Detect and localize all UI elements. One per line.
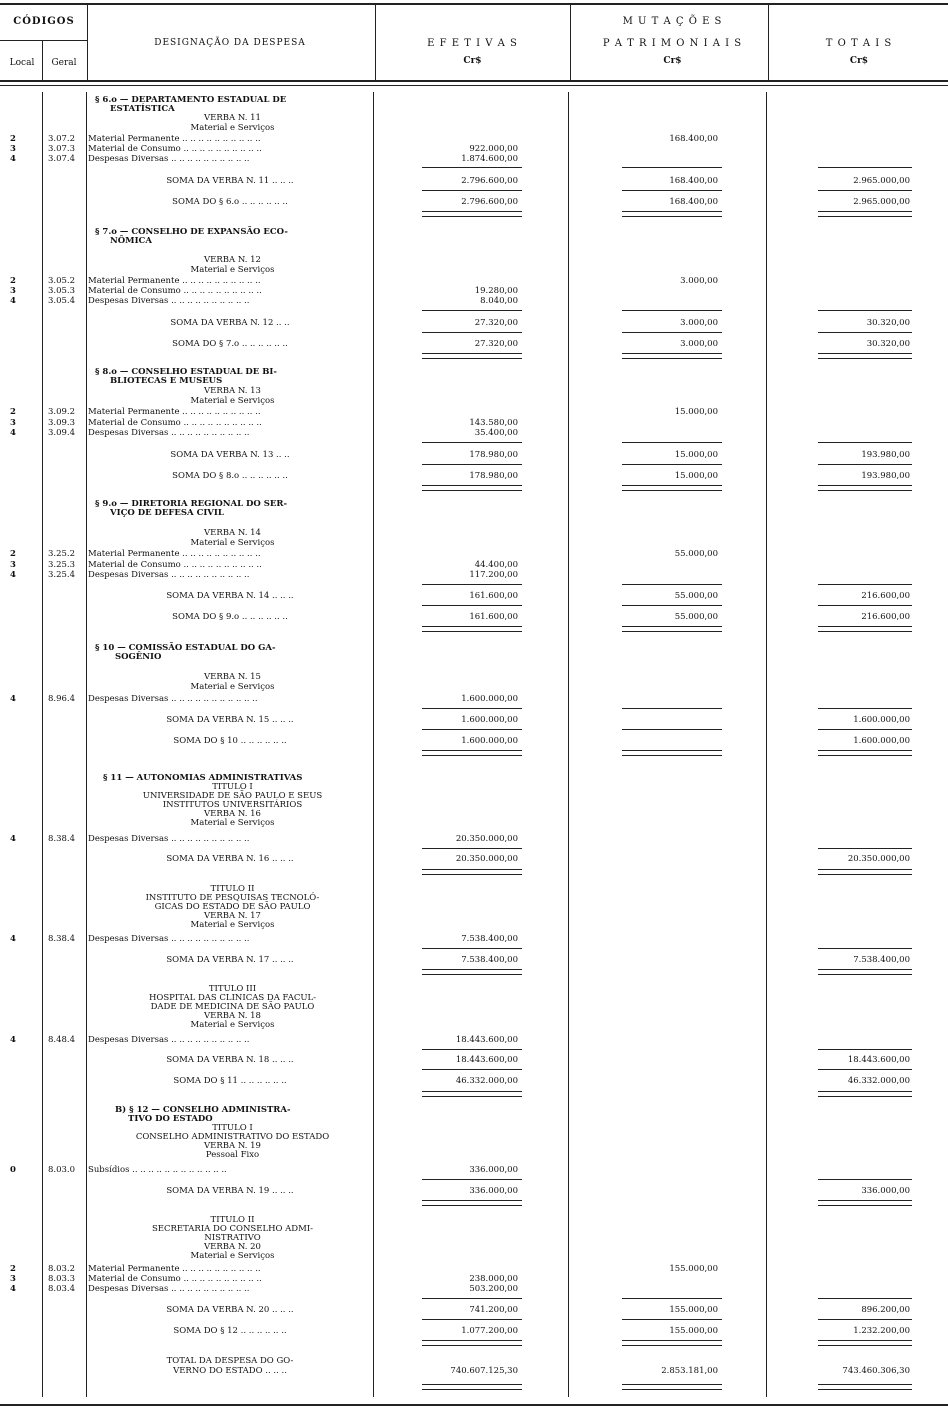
soma-mutacoes: 3.000,00 <box>680 339 718 349</box>
subtotal-rule <box>818 332 912 333</box>
verba-subheading: Material e Serviços <box>190 123 275 133</box>
header-totais: T O T A I S <box>825 38 893 49</box>
soma-label: SOMA DA VERBA N. 12 .. .. <box>170 318 290 328</box>
double-rule <box>622 353 722 359</box>
subtotal-rule <box>818 605 912 606</box>
header-mutacoes-2: P A T R I M O N I A I S <box>602 38 743 49</box>
expense-description: Despesas Diversas .. .. .. .. .. .. .. .. .. .. <box>88 834 250 844</box>
titulo-name: INSTITUTOS UNIVERSITÁRIOS <box>162 800 303 810</box>
double-rule <box>818 626 912 632</box>
subtotal-rule <box>818 848 912 849</box>
code-geral: 8.03.3 <box>48 1274 76 1284</box>
section-title-line: TIVO DO ESTADO <box>128 1114 213 1124</box>
expense-description: Material de Consumo .. .. .. .. .. .. .. .. .. .. <box>88 560 262 570</box>
soma-label: SOMA DA VERBA N. 13 .. .. <box>170 450 290 460</box>
soma-label: SOMA DA VERBA N. 15 .. .. .. <box>166 715 294 725</box>
subtotal-rule <box>422 605 522 606</box>
double-rule <box>818 1091 912 1097</box>
expense-description: Material de Consumo .. .. .. .. .. .. .. .. .. .. <box>88 418 262 428</box>
soma-label: SOMA DA VERBA N. 14 .. .. .. <box>166 591 294 601</box>
soma-efetivas: 20.350.000,00 <box>455 854 518 864</box>
verba-heading: VERBA N. 19 <box>204 1141 261 1151</box>
subtotal-rule <box>622 190 722 191</box>
soma-efetivas: 2.796.600,00 <box>461 197 518 207</box>
code-geral: 3.05.3 <box>48 286 76 296</box>
code-geral: 8.38.4 <box>48 934 76 944</box>
code-geral: 8.38.4 <box>48 834 76 844</box>
code-geral: 3.07.4 <box>48 154 76 164</box>
expense-description: Subsídios .. .. .. .. .. .. .. .. .. .. .. .. <box>88 1165 227 1175</box>
soma-totais: 18.443.600,00 <box>847 1055 910 1065</box>
subtotal-rule <box>622 584 722 585</box>
soma-efetivas: 2.796.600,00 <box>461 176 518 186</box>
expense-description: Material Permanente .. .. .. .. .. .. .. .. .. .. <box>88 134 261 144</box>
subtotal-rule <box>818 1069 912 1070</box>
header-mutacoes-currency: Cr$ <box>663 56 682 66</box>
subtotal-rule <box>422 464 522 465</box>
soma-mutacoes: 15.000,00 <box>674 471 718 481</box>
body-rule-local <box>42 92 43 1397</box>
col-rule-local <box>42 40 43 82</box>
body-rule-efetivas <box>568 92 569 1397</box>
code-local: 4 <box>10 428 16 438</box>
verba-subheading: Material e Serviços <box>190 1020 275 1030</box>
soma-totais: 2.965.000,00 <box>853 176 910 186</box>
subtotal-rule <box>422 708 522 709</box>
code-geral: 8.03.0 <box>48 1165 76 1175</box>
soma-efetivas: 27.320,00 <box>474 318 518 328</box>
soma-totais: 20.350.000,00 <box>847 854 910 864</box>
soma-label: SOMA DO § 12 .. .. .. .. .. .. <box>173 1326 287 1336</box>
section-title-line: § 10 — COMISSÃO ESTADUAL DO GA- <box>95 643 276 653</box>
section-title-line: VIÇO DE DEFESA CIVIL <box>110 508 224 518</box>
soma-mutacoes: 155.000,00 <box>669 1305 718 1315</box>
code-geral: 3.25.4 <box>48 570 76 580</box>
value-efetivas: 238.000,00 <box>469 1274 518 1284</box>
subtotal-rule <box>818 190 912 191</box>
soma-label: SOMA DA VERBA N. 17 .. .. .. <box>166 955 294 965</box>
subtotal-rule <box>422 190 522 191</box>
soma-mutacoes: 155.000,00 <box>669 1326 718 1336</box>
soma-totais: 216.600,00 <box>861 591 910 601</box>
subtotal-rule <box>422 442 522 443</box>
soma-mutacoes: 168.400,00 <box>669 197 718 207</box>
subtotal-rule <box>422 1179 522 1180</box>
value-efetivas: 7.538.400,00 <box>461 934 518 944</box>
double-rule <box>422 626 522 632</box>
total-totais: 743.460.306,30 <box>842 1366 910 1376</box>
total-mutacoes: 2.853.181,00 <box>661 1366 718 1376</box>
soma-efetivas: 1.600.000,00 <box>461 715 518 725</box>
header-bottom-rule-2 <box>0 85 948 86</box>
value-efetivas: 143.580,00 <box>469 418 518 428</box>
soma-totais: 336.000,00 <box>861 1186 910 1196</box>
code-local: 0 <box>10 1165 16 1175</box>
soma-totais: 1.600.000,00 <box>853 736 910 746</box>
titulo-name: SECRETARIA DO CONSELHO ADMI- <box>151 1224 314 1234</box>
double-rule <box>622 1384 722 1390</box>
code-local: 2 <box>10 549 16 559</box>
code-local: 4 <box>10 1035 16 1045</box>
value-efetivas: 1.600.000,00 <box>461 694 518 704</box>
value-efetivas: 336.000,00 <box>469 1165 518 1175</box>
section-title-line: BLIOTECAS E MUSEUS <box>110 376 223 386</box>
expense-description: Material de Consumo .. .. .. .. .. .. .. .. .. .. <box>88 144 262 154</box>
code-geral: 3.07.2 <box>48 134 76 144</box>
verba-heading: VERBA N. 18 <box>204 1011 261 1021</box>
titulo-heading: TITULO III <box>208 984 257 994</box>
expense-description: Despesas Diversas .. .. .. .. .. .. .. .. .. .. <box>88 1284 250 1294</box>
subtotal-rule <box>622 1319 722 1320</box>
soma-mutacoes: 3.000,00 <box>680 318 718 328</box>
soma-label: SOMA DA VERBA N. 20 .. .. .. <box>166 1305 294 1315</box>
expense-description: Material de Consumo .. .. .. .. .. .. .. .. .. .. <box>88 1274 262 1284</box>
verba-subheading: Pessoal Fixo <box>205 1150 260 1160</box>
value-mutacoes: 155.000,00 <box>669 1264 718 1274</box>
soma-label: SOMA DO § 9.o .. .. .. .. .. .. <box>172 612 288 622</box>
code-local: 2 <box>10 1264 16 1274</box>
subtotal-rule <box>422 1069 522 1070</box>
subtotal-rule <box>422 1319 522 1320</box>
subtotal-rule <box>818 442 912 443</box>
soma-totais: 896.200,00 <box>861 1305 910 1315</box>
double-rule <box>818 1340 912 1346</box>
value-efetivas: 20.350.000,00 <box>455 834 518 844</box>
double-rule <box>622 750 722 756</box>
subtotal-rule <box>818 1049 912 1050</box>
header-codigos-rule <box>0 40 88 41</box>
value-efetivas: 35.400,00 <box>474 428 518 438</box>
soma-totais: 216.600,00 <box>861 612 910 622</box>
double-rule <box>622 485 722 491</box>
double-rule <box>422 750 522 756</box>
soma-efetivas: 18.443.600,00 <box>455 1055 518 1065</box>
value-mutacoes: 55.000,00 <box>674 549 718 559</box>
soma-totais: 46.332.000,00 <box>847 1076 910 1086</box>
code-geral: 3.25.3 <box>48 560 76 570</box>
verba-subheading: Material e Serviços <box>190 682 275 692</box>
soma-totais: 7.538.400,00 <box>853 955 910 965</box>
verba-subheading: Material e Serviços <box>190 818 275 828</box>
subtotal-rule <box>818 1319 912 1320</box>
header-totais-currency: Cr$ <box>849 56 869 66</box>
verba-heading: VERBA N. 11 <box>204 113 261 123</box>
soma-label: SOMA DO § 7.o .. .. .. .. .. .. <box>172 339 288 349</box>
double-rule <box>422 353 522 359</box>
code-local: 4 <box>10 570 16 580</box>
body-rule-geral <box>86 92 87 1397</box>
verba-heading: VERBA N. 13 <box>204 386 261 396</box>
code-local: 2 <box>10 407 16 417</box>
subtotal-rule <box>622 464 722 465</box>
body-rule-mutacoes <box>766 92 767 1397</box>
col-rule-mutacoes <box>768 5 769 82</box>
code-geral: 8.03.2 <box>48 1264 76 1274</box>
expense-description: Despesas Diversas .. .. .. .. .. .. .. .. .. .. <box>88 1035 250 1045</box>
soma-efetivas: 46.332.000,00 <box>455 1076 518 1086</box>
top-rule <box>0 3 948 5</box>
header-efetivas-currency: Cr$ <box>463 56 482 66</box>
soma-efetivas: 178.980,00 <box>469 450 518 460</box>
code-local: 4 <box>10 934 16 944</box>
soma-mutacoes: 168.400,00 <box>669 176 718 186</box>
subtotal-rule <box>622 442 722 443</box>
subtotal-rule <box>818 948 912 949</box>
verba-heading: VERBA N. 14 <box>204 528 261 538</box>
header-designacao: DESIGNAÇÃO DA DESPESA <box>154 38 306 48</box>
subtotal-rule <box>622 708 722 709</box>
titulo-name: CONSELHO ADMINISTRATIVO DO ESTADO <box>135 1132 330 1142</box>
double-rule <box>818 211 912 217</box>
titulo-name: GICAS DO ESTADO DE SÃO PAULO <box>154 902 311 912</box>
soma-label: SOMA DA VERBA N. 16 .. .. .. <box>166 854 294 864</box>
double-rule <box>422 485 522 491</box>
value-efetivas: 1.874.600,00 <box>461 154 518 164</box>
expense-description: Material Permanente .. .. .. .. .. .. .. .. .. .. <box>88 407 261 417</box>
titulo-heading: TITULO I <box>212 1123 253 1133</box>
soma-efetivas: 7.538.400,00 <box>461 955 518 965</box>
subtotal-rule <box>622 1298 722 1299</box>
expense-description: Despesas Diversas .. .. .. .. .. .. .. .. .. .. <box>88 570 250 580</box>
titulo-heading: TITULO II <box>210 1215 255 1225</box>
expense-description: Material Permanente .. .. .. .. .. .. .. .. .. .. <box>88 1264 261 1274</box>
soma-efetivas: 1.600.000,00 <box>461 736 518 746</box>
verba-subheading: Material e Serviços <box>190 265 275 275</box>
value-mutacoes: 168.400,00 <box>669 134 718 144</box>
soma-label: SOMA DA VERBA N. 18 .. .. .. <box>166 1055 294 1065</box>
code-local: 3 <box>10 144 16 154</box>
code-local: 4 <box>10 154 16 164</box>
body-rule-designacao <box>373 92 374 1397</box>
verba-subheading: Material e Serviços <box>190 920 275 930</box>
expense-description: Despesas Diversas .. .. .. .. .. .. .. .. .. .. <box>88 934 250 944</box>
subtotal-rule <box>818 167 912 168</box>
subtotal-rule <box>422 848 522 849</box>
code-geral: 3.05.2 <box>48 276 76 286</box>
expense-description: Material Permanente .. .. .. .. .. .. .. .. .. .. <box>88 276 261 286</box>
total-label-line: TOTAL DA DESPESA DO GO- <box>166 1356 294 1366</box>
expense-description: Despesas Diversas .. .. .. .. .. .. .. .. .. .. .. <box>88 694 258 704</box>
code-local: 3 <box>10 418 16 428</box>
section-title-line: § 6.o — DEPARTAMENTO ESTADUAL DE <box>95 95 287 105</box>
header-efetivas: E F E T I V A S <box>427 38 518 49</box>
verba-subheading: Material e Serviços <box>190 396 275 406</box>
section-title-line: SOGÊNIO <box>115 652 162 662</box>
code-geral: 8.48.4 <box>48 1035 76 1045</box>
verba-subheading: Material e Serviços <box>190 538 275 548</box>
double-rule <box>818 353 912 359</box>
header-local: Local <box>9 58 35 68</box>
value-efetivas: 18.443.600,00 <box>455 1035 518 1045</box>
double-rule <box>422 1340 522 1346</box>
soma-mutacoes: 55.000,00 <box>674 612 718 622</box>
expense-description: Material de Consumo .. .. .. .. .. .. .. .. .. .. <box>88 286 262 296</box>
section-title-line: B) § 12 — CONSELHO ADMINISTRA- <box>115 1105 291 1115</box>
code-local: 4 <box>10 296 16 306</box>
subtotal-rule <box>422 729 522 730</box>
code-geral: 3.09.2 <box>48 407 76 417</box>
header-bottom-rule <box>0 80 948 82</box>
code-geral: 8.96.4 <box>48 694 76 704</box>
code-geral: 3.09.4 <box>48 428 76 438</box>
code-local: 3 <box>10 1274 16 1284</box>
subtotal-rule <box>422 1049 522 1050</box>
section-title-line: § 8.o — CONSELHO ESTADUAL DE BI- <box>95 367 277 377</box>
double-rule <box>818 485 912 491</box>
code-geral: 3.25.2 <box>48 549 76 559</box>
soma-totais: 1.600.000,00 <box>853 715 910 725</box>
subtotal-rule <box>422 1298 522 1299</box>
header-codigos: CÓDIGOS <box>13 16 75 27</box>
soma-totais: 30.320,00 <box>866 318 910 328</box>
soma-totais: 193.980,00 <box>861 471 910 481</box>
verba-heading: VERBA N. 12 <box>204 255 261 265</box>
expense-description: Despesas Diversas .. .. .. .. .. .. .. .. .. .. <box>88 154 250 164</box>
titulo-heading: TITULO II <box>210 884 255 894</box>
double-rule <box>422 869 522 875</box>
subtotal-rule <box>818 1179 912 1180</box>
code-local: 2 <box>10 276 16 286</box>
section-title-line: § 11 — AUTONOMIAS ADMINISTRATIVAS <box>103 773 303 783</box>
subtotal-rule <box>622 310 722 311</box>
verba-heading: VERBA N. 17 <box>204 911 261 921</box>
value-efetivas: 922.000,00 <box>469 144 518 154</box>
double-rule <box>422 1384 522 1390</box>
code-local: 3 <box>10 286 16 296</box>
subtotal-rule <box>818 1298 912 1299</box>
verba-heading: VERBA N. 16 <box>204 809 261 819</box>
double-rule <box>422 969 522 975</box>
value-efetivas: 19.280,00 <box>474 286 518 296</box>
subtotal-rule <box>422 332 522 333</box>
subtotal-rule <box>422 948 522 949</box>
double-rule <box>818 969 912 975</box>
double-rule <box>422 211 522 217</box>
double-rule <box>422 1200 522 1206</box>
code-local: 4 <box>10 694 16 704</box>
soma-label: SOMA DO § 10 .. .. .. .. .. .. <box>173 736 287 746</box>
subtotal-rule <box>818 310 912 311</box>
soma-label: SOMA DO § 11 .. .. .. .. .. .. <box>173 1076 287 1086</box>
soma-efetivas: 27.320,00 <box>474 339 518 349</box>
subtotal-rule <box>422 167 522 168</box>
subtotal-rule <box>818 708 912 709</box>
subtotal-rule <box>818 584 912 585</box>
double-rule <box>818 1200 912 1206</box>
titulo-name: INSTITUTO DE PESQUISAS TECNOLÓ- <box>145 893 320 903</box>
verba-heading: VERBA N. 20 <box>204 1242 261 1252</box>
section-title-line: § 9.o — DIRETORIA REGIONAL DO SER- <box>95 499 288 509</box>
code-geral: 3.09.3 <box>48 418 76 428</box>
soma-efetivas: 178.980,00 <box>469 471 518 481</box>
double-rule <box>622 211 722 217</box>
header-geral: Geral <box>51 58 77 68</box>
soma-efetivas: 161.600,00 <box>469 612 518 622</box>
expense-description: Despesas Diversas .. .. .. .. .. .. .. .. .. .. <box>88 296 250 306</box>
soma-mutacoes: 55.000,00 <box>674 591 718 601</box>
soma-totais: 1.232.200,00 <box>853 1326 910 1336</box>
titulo-name: UNIVERSIDADE DE SÃO PAULO E SEUS <box>142 791 323 801</box>
value-efetivas: 44.400,00 <box>474 560 518 570</box>
expense-description: Material Permanente .. .. .. .. .. .. .. .. .. .. <box>88 549 261 559</box>
col-rule-designacao <box>375 5 376 82</box>
value-efetivas: 503.200,00 <box>469 1284 518 1294</box>
expense-description: Despesas Diversas .. .. .. .. .. .. .. .. .. .. <box>88 428 250 438</box>
code-local: 3 <box>10 560 16 570</box>
soma-efetivas: 161.600,00 <box>469 591 518 601</box>
soma-efetivas: 336.000,00 <box>469 1186 518 1196</box>
code-local: 4 <box>10 1284 16 1294</box>
titulo-name: DADE DE MEDICINA DE SÃO PAULO <box>150 1002 315 1012</box>
bottom-rule <box>0 1404 948 1406</box>
code-local: 4 <box>10 834 16 844</box>
subtotal-rule <box>422 310 522 311</box>
subtotal-rule <box>818 729 912 730</box>
double-rule <box>818 1384 912 1390</box>
total-efetivas: 740.607.125,30 <box>450 1366 518 1376</box>
code-geral: 8.03.4 <box>48 1284 76 1294</box>
section-title-line: ESTATÍSTICA <box>110 104 175 114</box>
value-efetivas: 117.200,00 <box>469 570 518 580</box>
subtotal-rule <box>622 332 722 333</box>
subtotal-rule <box>818 464 912 465</box>
value-mutacoes: 3.000,00 <box>680 276 718 286</box>
col-rule-codigos <box>87 5 88 82</box>
value-efetivas: 8.040,00 <box>480 296 518 306</box>
soma-efetivas: 741.200,00 <box>469 1305 518 1315</box>
soma-totais: 30.320,00 <box>866 339 910 349</box>
verba-heading: VERBA N. 15 <box>204 672 261 682</box>
soma-label: SOMA DA VERBA N. 19 .. .. .. <box>166 1186 294 1196</box>
double-rule <box>818 869 912 875</box>
titulo-heading: TITULO I <box>212 782 253 792</box>
double-rule <box>622 626 722 632</box>
soma-totais: 193.980,00 <box>861 450 910 460</box>
subtotal-rule <box>622 167 722 168</box>
soma-efetivas: 1.077.200,00 <box>461 1326 518 1336</box>
double-rule <box>818 750 912 756</box>
double-rule <box>622 1340 722 1346</box>
section-title-line: NÔMICA <box>110 236 152 246</box>
value-mutacoes: 15.000,00 <box>674 407 718 417</box>
code-geral: 3.07.3 <box>48 144 76 154</box>
code-geral: 3.05.4 <box>48 296 76 306</box>
code-local: 2 <box>10 134 16 144</box>
verba-subheading: Material e Serviços <box>190 1251 275 1261</box>
soma-label: SOMA DO § 6.o .. .. .. .. .. .. <box>172 197 288 207</box>
subtotal-rule <box>422 584 522 585</box>
titulo-name: HOSPITAL DAS CLINICAS DA FACUL- <box>148 993 317 1003</box>
subtotal-rule <box>622 605 722 606</box>
col-rule-efetivas <box>570 5 571 82</box>
subtotal-rule <box>622 729 722 730</box>
titulo-name: NISTRATIVO <box>204 1233 261 1243</box>
double-rule <box>422 1091 522 1097</box>
header-mutacoes-1: M U T A Ç Õ E S <box>622 16 723 27</box>
soma-label: SOMA DO § 8.o .. .. .. .. .. .. <box>172 471 288 481</box>
total-label-line: VERNO DO ESTADO .. .. .. <box>173 1366 287 1376</box>
soma-totais: 2.965.000,00 <box>853 197 910 207</box>
soma-mutacoes: 15.000,00 <box>674 450 718 460</box>
section-title-line: § 7.o — CONSELHO DE EXPANSÃO ECO- <box>95 227 288 237</box>
soma-label: SOMA DA VERBA N. 11 .. .. .. <box>166 176 294 186</box>
